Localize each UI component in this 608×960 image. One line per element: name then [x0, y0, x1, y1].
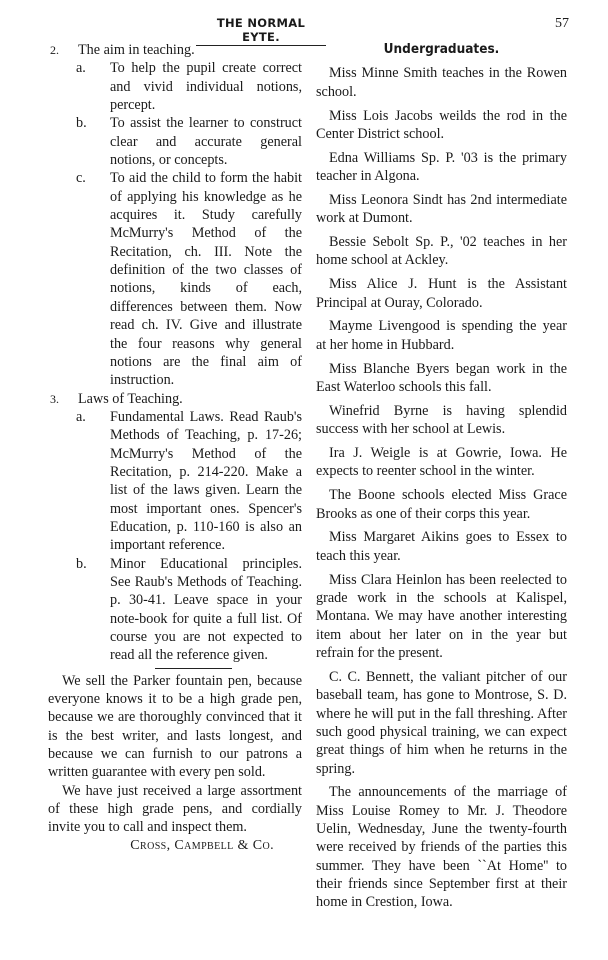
subitem-letter: b.	[76, 555, 87, 572]
outline-heading: The aim in teaching.	[78, 42, 195, 58]
advertisement	[48, 672, 302, 855]
news-item: C. C. Bennett, the valiant pitcher of our baseball team, has gone to Montrose, S. D. where he will put in the fall threshing. After such good physical training, we can expect great things of him when he returns in the spring.	[316, 668, 567, 777]
outline-subitem	[50, 408, 302, 555]
subitem-letter: b.	[76, 115, 87, 132]
subitem-text: Fundamental Laws. Read Raub's Methods of Teaching, p. 17-26; McMurry's Method of the Recitation, p. 214-220. Make a list of the laws given. Learn the most important ones. Spencer's Education, p. 110-160 is also an important reference.	[110, 408, 302, 554]
news-item: Bessie Sebolt Sp. P., '02 teaches in her home school at Ackley.	[316, 234, 567, 269]
outline-heading: Laws of Teaching.	[78, 390, 183, 407]
outline-item-3	[50, 390, 302, 408]
news-item: Ira J. Weigle is at Gowrie, Iowa. He expects to reenter school in the winter.	[316, 445, 567, 480]
outline-number: 2.	[50, 43, 59, 57]
subitem-text: To aid the child to form the habit of applying his knowledge as he acquires it. Study carefully McMurry's Method of the Recitation, ch. III. Note the definition of the two classes of notions, kinds of each, differences between them. Now read ch. IV. Give and illustrate the four reasons why general notions are the final aim of instruction.	[110, 170, 302, 389]
news-item: Edna Williams Sp. P. '03 is the primary teacher in Algona.	[316, 149, 567, 185]
outline-subitem	[50, 169, 302, 389]
news-item: Miss Leonora Sindt has 2nd intermediate work at Dumont.	[316, 191, 567, 227]
news-item: Miss Margaret Aikins goes to Essex to teach this year.	[316, 529, 567, 564]
news-item: Mayme Livengood is spending the year at her home in Hubbard.	[316, 318, 567, 353]
news-item: Miss Lois Jacobs weilds the rod in the Center District school.	[316, 107, 567, 142]
left-column	[50, 41, 302, 855]
subitem-letter: c.	[76, 170, 86, 187]
news-item: The announcements of the marriage of Miss Louise Romey to Mr. J. Theodore Uelin, Wednesday, June the twenty-fourth were received by friends of the parties this summer. They have been ``At Home'' to their friends since September first at their home in Crestion, Iowa.	[316, 784, 567, 911]
news-item: Miss Clara Heinlon has been reelected to grade work in the schools at Kalispel, Montana. We may have another interesting item about her later on in the year but refrain for the present.	[316, 571, 567, 661]
subitem-letter: a.	[76, 60, 86, 77]
outline-number: 3.	[50, 391, 59, 406]
section-title: Undergraduates.	[383, 42, 500, 57]
news-item: Winefrid Byrne is having splendid success with her school at Lewis.	[316, 402, 567, 438]
section-divider	[155, 668, 232, 669]
outline-subitem	[50, 555, 302, 665]
ad-paragraph: We sell the Parker fountain pen, because everyone knows it to be a high grade pen, because we are thoroughly convinced that it is the best writer, and lasts longest, and because we can furnish to our patrons a written guarantee with every pen sold.	[48, 672, 302, 781]
news-item: Miss Minne Smith teaches in the Rowen school.	[316, 65, 567, 100]
right-column	[316, 41, 567, 917]
running-title: THE NORMAL EYTE.	[196, 16, 326, 46]
outline-subitem	[50, 114, 302, 169]
outline-item-2	[50, 41, 302, 59]
news-item: The Boone schools elected Miss Grace Brooks as one of their corps this year.	[316, 487, 567, 522]
ad-paragraph: We have just received a large assortment of these high grade pens, and cordially invite you to call and inspect them.	[48, 782, 302, 836]
subitem-text: To assist the learner to construct clear and accurate general notions, or concepts.	[110, 115, 302, 169]
ad-signature: Cross, Campbell & Co.	[130, 837, 274, 853]
outline-subitem	[50, 59, 302, 114]
news-item: Miss Blanche Byers began work in the East Waterloo schools this fall.	[316, 360, 567, 395]
subitem-text: Minor Educational principles. See Raub's Methods of Teaching. p. 30-41. Leave space in your note-book for quite a full list. Of course you are not expected to read all the reference given.	[110, 555, 302, 664]
news-item: Miss Alice J. Hunt is the Assistant Principal at Ouray, Colorado.	[316, 276, 567, 311]
subitem-text: To help the pupil create correct and vivid individual notions, percept.	[110, 60, 302, 114]
subitem-letter: a.	[76, 408, 86, 425]
page-number: 57	[555, 16, 569, 31]
